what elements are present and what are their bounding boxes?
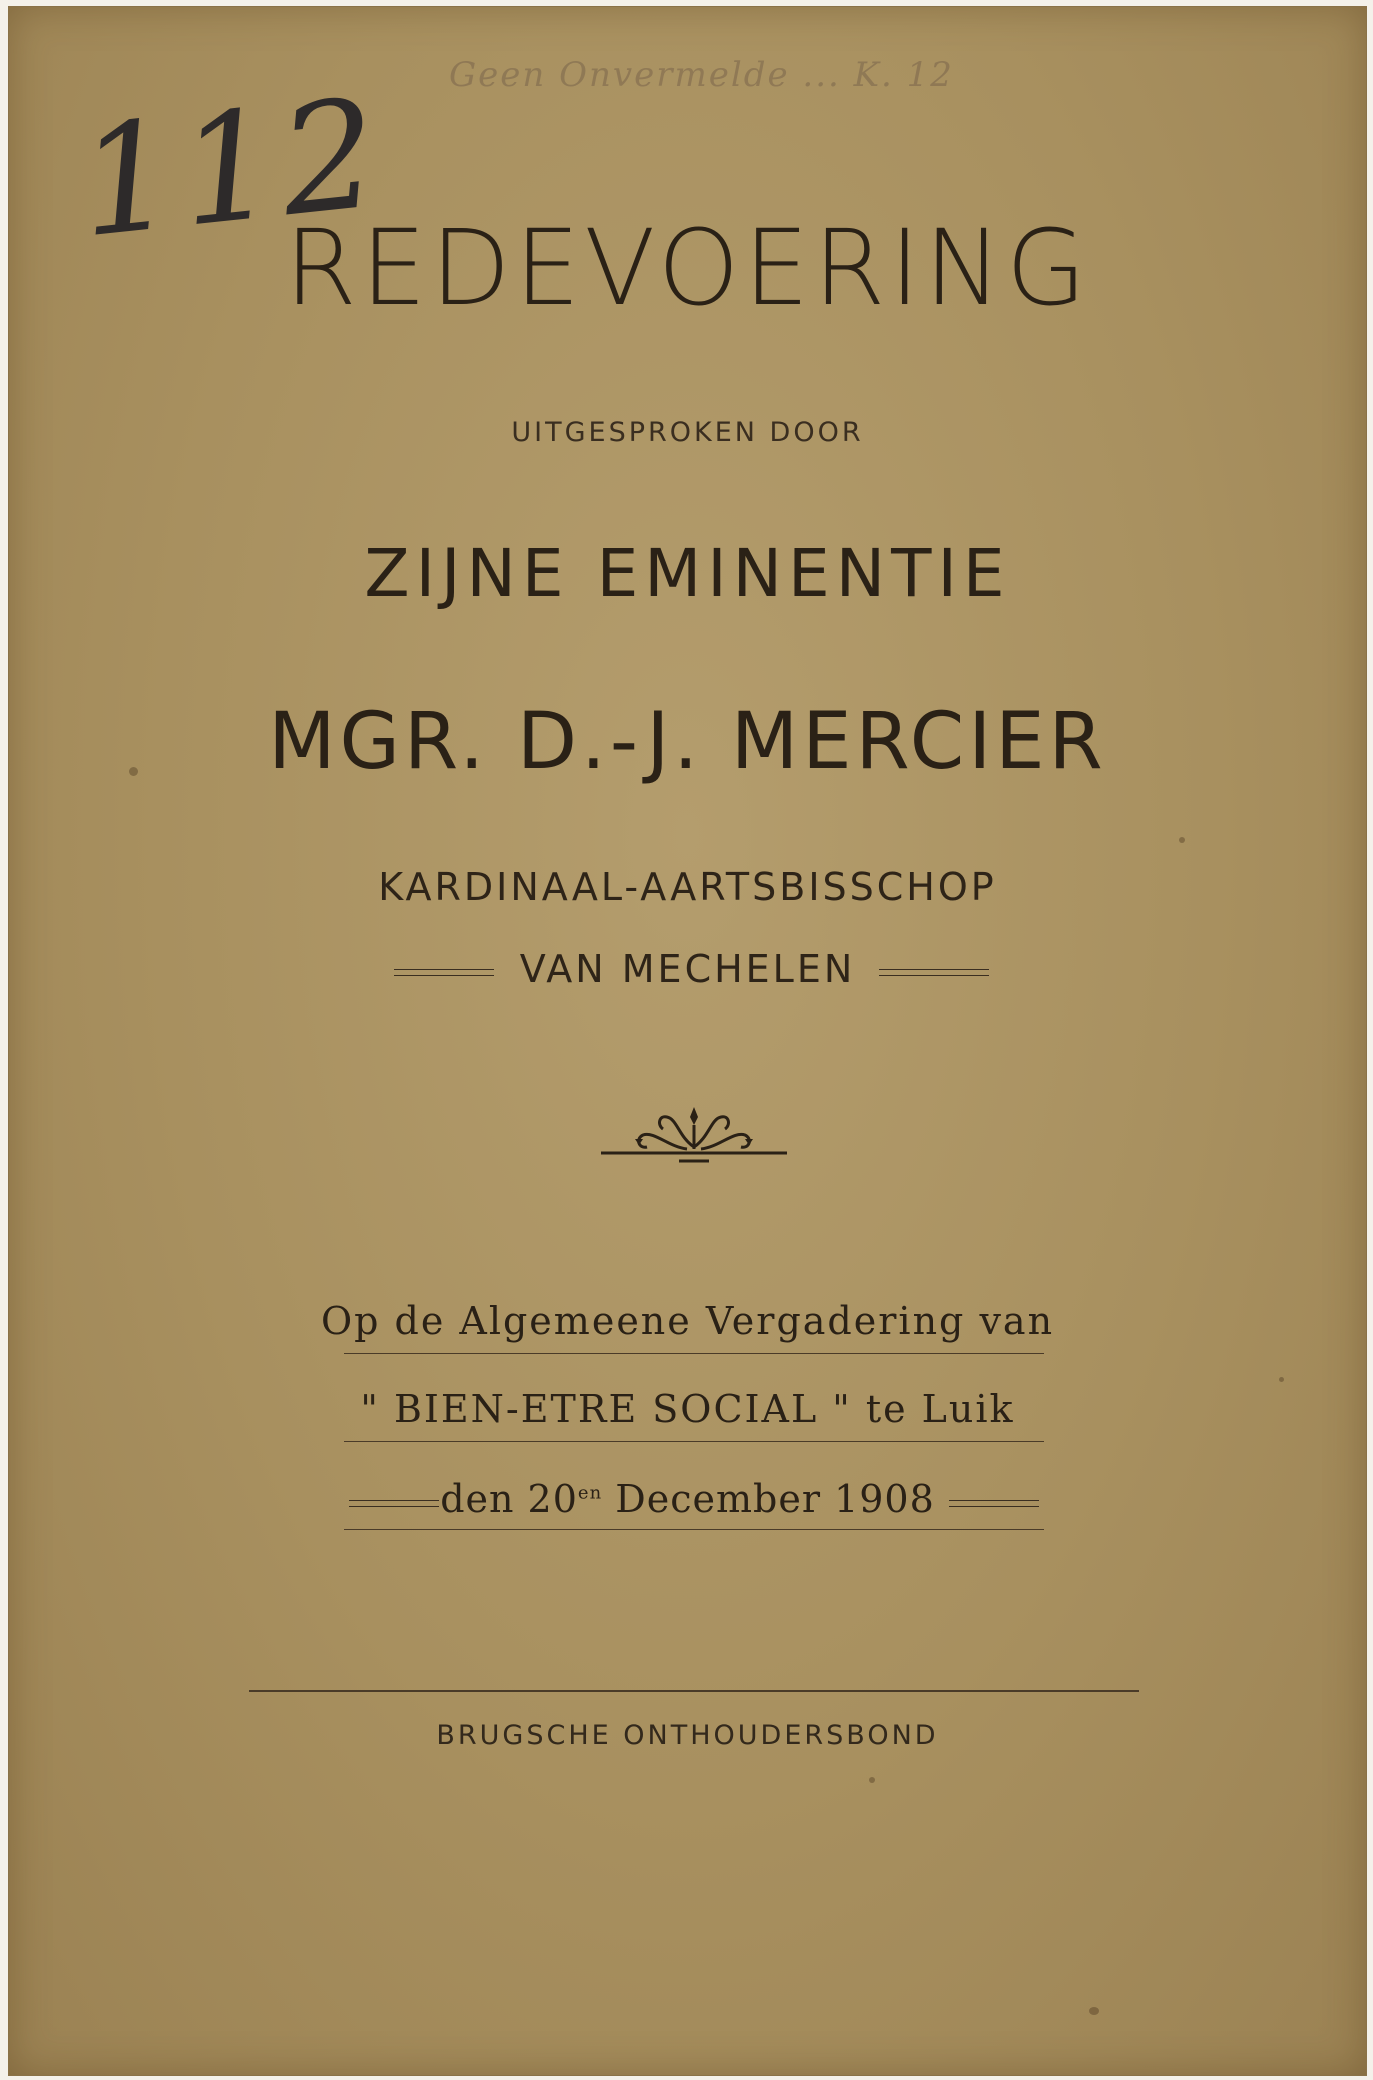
occasion-line-1: Op de Algemeene Vergadering van <box>320 1299 1055 1343</box>
publisher: BRUGSCHE ONTHOUDERSBOND <box>436 1720 939 1751</box>
double-rule-right <box>879 969 989 976</box>
date-line <box>9 1477 1366 1521</box>
double-rule-right <box>949 1500 1039 1507</box>
date-ordinal: en <box>577 1482 603 1504</box>
date-prefix: den 20 <box>440 1477 578 1521</box>
publisher-rule <box>249 1690 1139 1692</box>
pencil-note: Geen Onvermelde ... K. 12 <box>449 55 954 95</box>
author-name: MGR. D.-J. MERCIER <box>268 697 1107 787</box>
paper-speck <box>1089 2007 1099 2015</box>
author-see: VAN MECHELEN <box>519 947 856 991</box>
paper-speck <box>869 1777 875 1783</box>
handwritten-number: 112 <box>70 66 392 272</box>
honorific: ZIJNE EMINENTIE <box>364 535 1011 612</box>
floral-ornament-icon <box>599 1097 789 1177</box>
underline-rule <box>344 1441 1044 1442</box>
title: REDEVOERING <box>284 207 1091 329</box>
paper-speck <box>1279 1377 1284 1382</box>
underline-rule <box>344 1529 1044 1530</box>
book-cover <box>8 6 1367 2076</box>
subtitle: UITGESPROKEN DOOR <box>511 417 864 448</box>
date-month-year: December 1908 <box>615 1477 935 1521</box>
author-office: KARDINAAL-AARTSBISSCHOP <box>378 865 997 909</box>
paper-speck <box>1179 837 1185 843</box>
occasion-line-2: " BIEN-ETRE SOCIAL " te Luik <box>360 1387 1015 1431</box>
underline-rule <box>344 1353 1044 1354</box>
